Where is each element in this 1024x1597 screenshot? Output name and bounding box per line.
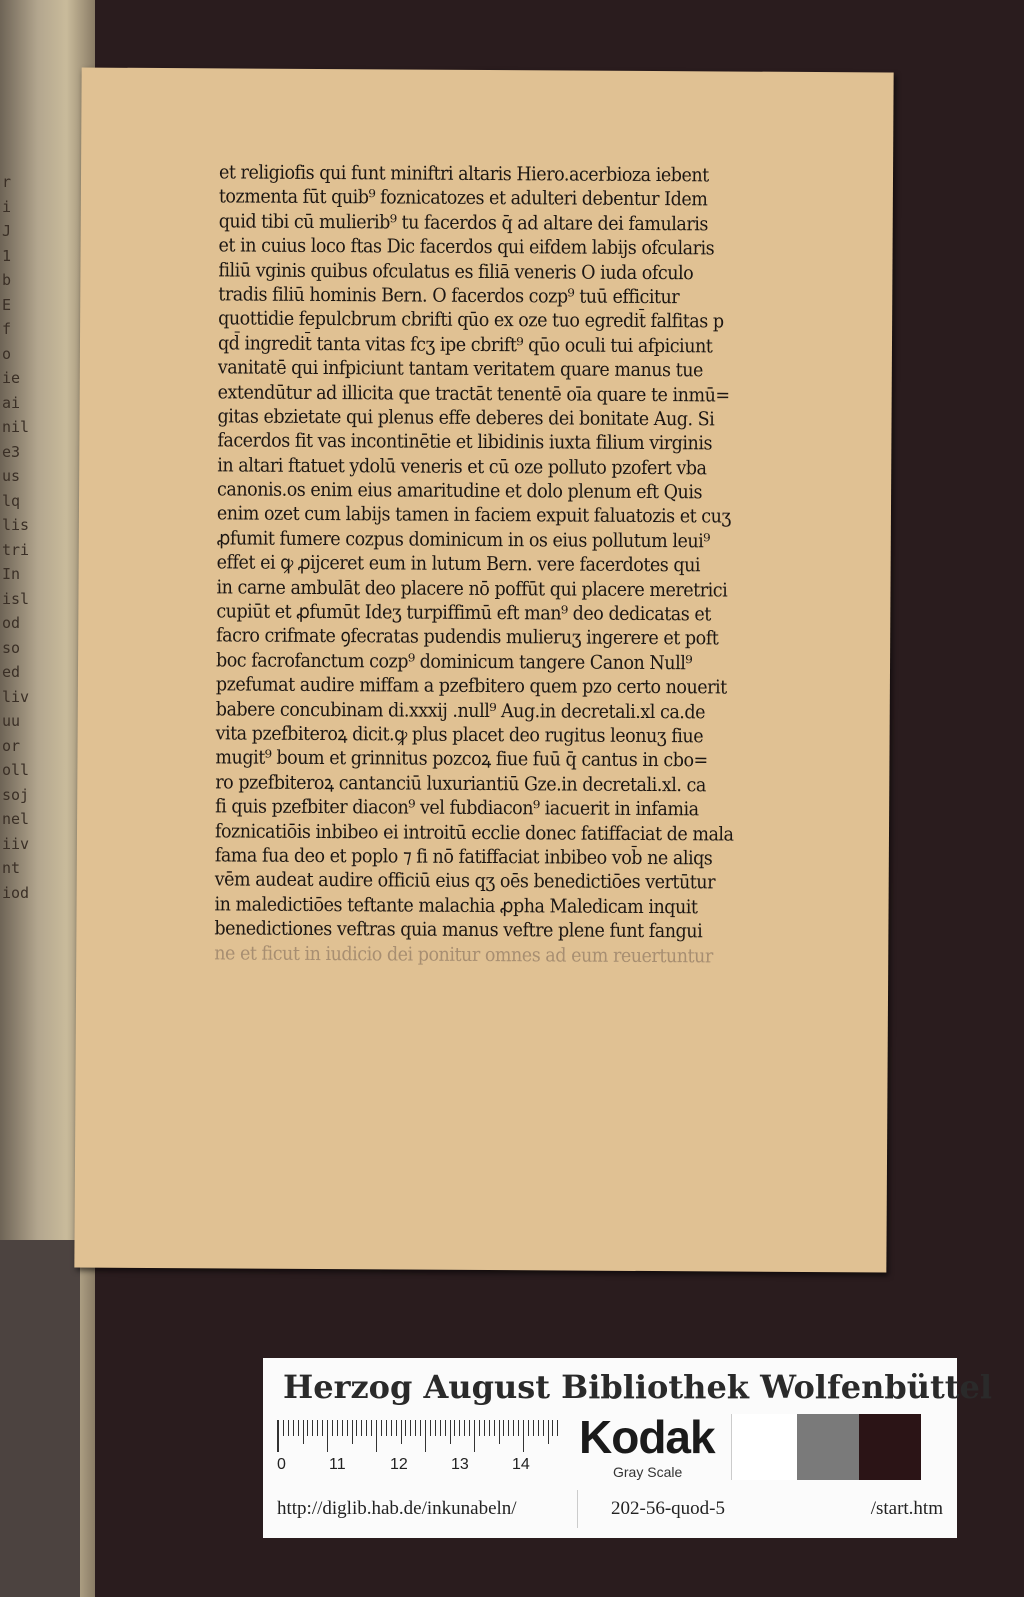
ruler-tick <box>293 1420 294 1436</box>
ruler-tick <box>420 1420 421 1436</box>
library-target-card <box>263 1358 993 1538</box>
text-line: benedictiones veftras quia manus veftre plene funt fangui <box>214 917 703 943</box>
ruler-tick <box>499 1420 500 1444</box>
ruler-number: 11 <box>329 1456 346 1473</box>
ruler-tick <box>459 1420 460 1436</box>
text-line: gitas ebzietate qui plenus effe deberes dei bonitate Aug. Si <box>217 405 715 431</box>
text-line: boc facrofanctum cozp⁹ dominicum tangere Canon Null⁹ <box>215 649 692 675</box>
url-right[interactable]: /start.htm <box>870 1498 943 1519</box>
ruler-number: 12 <box>390 1456 408 1473</box>
text-line: vēm audeat audire officiū eius qʒ oēs benedictiōes vertūtur <box>214 868 716 894</box>
ruler-tick <box>396 1420 397 1436</box>
scan-background-lower <box>0 1240 80 1597</box>
ruler-tick <box>508 1420 509 1436</box>
facing-page-text-fragments: r i J 1 b E f o ie ai nil e3 us lq lis tri In isl od so ed liv uu or oll soj nel iiv nt iod <box>2 173 30 902</box>
ruler-tick <box>523 1420 524 1452</box>
ruler-tick <box>552 1420 553 1436</box>
text-line: effet ei ꝙ ꝓijceret eum in lutum Bern. vere facerdotes qui <box>216 551 701 577</box>
ruler-tick <box>469 1420 470 1436</box>
text-line: et in cuius loco ftas Dic facerdos qui eifdem labijs ofcularis <box>218 234 715 260</box>
ruler-tick <box>298 1420 299 1436</box>
text-line: quid tibi cū mulierib⁹ tu facerdos q̄ ad altare dei famularis <box>218 210 709 236</box>
text-line: filiū vginis quibus ofculatus es filiā veneris O iuda ofculo <box>218 258 694 284</box>
text-line: in carne ambulāt deo placere nō poffūt qui placere meretrici <box>216 576 728 602</box>
ruler-tick <box>322 1420 323 1436</box>
ruler-tick <box>445 1420 446 1436</box>
text-line: cupiūt et ꝓfumūt Ideʒ turpiffimū eft man⁹ deo dedicatas et <box>216 600 711 626</box>
ruler-tick <box>410 1420 411 1436</box>
ruler-tick <box>401 1420 402 1444</box>
ruler-tick <box>342 1420 343 1436</box>
ruler-tick <box>425 1420 426 1452</box>
ruler-tick <box>415 1420 416 1436</box>
ruler-tick <box>361 1420 362 1436</box>
text-line: et religiofis qui funt miniftri altaris Hiero.acerbioza iebent <box>218 161 709 187</box>
url-id[interactable]: 202-56-quod-5 <box>611 1498 725 1519</box>
ruler-tick <box>352 1420 353 1444</box>
ruler-tick <box>405 1420 406 1436</box>
text-line: vita pzefbiteroꝝ dicit.ꝙ plus placet deo rugitus leonuʒ fiue <box>215 722 704 748</box>
text-line: qd̄ ingredit̄ tanta vitas fcʒ ipe cbrift⁹ qūo oculi tui afpiciunt <box>217 332 713 358</box>
ruler-tick <box>454 1420 455 1436</box>
url-left[interactable]: http://diglib.hab.de/inkunabeln/ <box>277 1490 578 1528</box>
text-line: enim ozet cum labijs tamen in faciem expuit faluatozis et cuʒ <box>216 502 731 528</box>
ruler-tick <box>337 1420 338 1436</box>
ruler-tick <box>513 1420 514 1436</box>
text-line: canonis.os enim eius amaritudine et dolo plenum eft Quis <box>217 478 703 504</box>
ruler-tick <box>543 1420 544 1436</box>
book-page <box>74 68 893 1273</box>
grayscale-label: Gray Scale <box>613 1464 683 1480</box>
ruler-tick <box>307 1420 308 1436</box>
text-line: quottidie fepulcbrum cbrifti qūo ex oze tuo egredit̄ falfitas p <box>218 307 724 333</box>
ruler-tick <box>391 1420 392 1436</box>
ruler-tick <box>303 1420 304 1444</box>
ruler-number: 0 <box>277 1456 286 1473</box>
ruler-tick <box>474 1420 475 1452</box>
ruler-number: 13 <box>451 1456 469 1473</box>
ruler-tick <box>484 1420 485 1436</box>
scale-ruler <box>277 1420 563 1452</box>
ruler-tick <box>450 1420 451 1444</box>
text-line: pzefumat audire miffam a pzefbitero quem pzo certo nouerit <box>215 673 727 699</box>
ruler-tick <box>356 1420 357 1436</box>
ruler-tick <box>312 1420 313 1436</box>
ruler-number: 14 <box>512 1456 530 1473</box>
ruler-tick <box>376 1420 377 1452</box>
swatch-gray <box>797 1414 859 1480</box>
ruler-tick <box>489 1420 490 1436</box>
text-line: babere concubinam di.xxxij .null⁹ Aug.in decretali.xl ca.de <box>215 697 706 723</box>
text-line: tradis filiū hominis Bern. O facerdos cozp⁹ tuū efficitur <box>218 283 680 309</box>
ruler-tick <box>479 1420 480 1436</box>
ruler-tick <box>288 1420 289 1436</box>
text-line: extendūtur ad illicita que tractāt tenentē oīa quare te inmū= <box>217 380 730 407</box>
text-line: facro crifmate ꝯfecratas pudendis mulieruʒ ingerere et poft <box>216 624 719 650</box>
ruler-tick <box>518 1420 519 1436</box>
text-line: mugit⁹ boum et grinnitus pozcoꝝ fiue fuū q̄ cantus in cbo= <box>215 746 708 772</box>
ruler-tick <box>366 1420 367 1436</box>
ruler-tick <box>317 1420 318 1436</box>
text-line: fama fua deo et poplo ⁊ fi nō fatiffaciat inbibeo vob̄ ne aliqs <box>214 844 713 870</box>
swatch-dark <box>859 1414 921 1480</box>
ruler-tick <box>283 1420 284 1436</box>
text-line: in maledictiōes teftante malachia ꝓpha Maledicam inquit <box>214 893 698 919</box>
ruler-tick <box>386 1420 387 1436</box>
text-line: in altari ftatuet ydolū veneris et cū oze polluto pzofert vba <box>217 454 707 480</box>
ruler-tick <box>435 1420 436 1436</box>
text-line: foznicatiōis inbibeo ei introitū ecclie donec fatiffaciat de mala <box>214 819 734 846</box>
text-line: facerdos fit vas incontinētie et libidinis iuxta filium virginis <box>217 429 713 455</box>
text-line: tozmenta fūt quib⁹ foznicatozes et adulteri debentur Idem <box>218 185 708 211</box>
ruler-tick <box>464 1420 465 1436</box>
text-line: ne et ficut in iudicio dei ponitur omnes ad eum reuertuntur <box>214 941 713 967</box>
text-line: ꝓfumit fumere cozpus dominicum in os eius pollutum leui⁹ <box>216 527 710 553</box>
ruler-tick <box>278 1420 279 1452</box>
text-line: ro pzefbiteroꝝ cantanciū luxuriantiū Gze.in decretali.xl. ca <box>215 771 706 797</box>
ruler-tick <box>347 1420 348 1436</box>
swatch-white <box>731 1414 798 1480</box>
ruler-tick <box>494 1420 495 1436</box>
ruler-tick <box>332 1420 333 1436</box>
ruler-tick <box>503 1420 504 1436</box>
library-title: Herzog August Bibliothek Wolfenbüttel <box>283 1368 993 1406</box>
page-text-block <box>214 160 819 969</box>
text-line: vanitatē qui infpiciunt tantam veritatem quare manus tue <box>217 356 704 382</box>
text-line: fi quis pzefbiter diacon⁹ vel fubdiacon⁹ iacuerit in infamia <box>215 795 699 821</box>
ruler-tick <box>557 1420 558 1436</box>
ruler-tick <box>381 1420 382 1436</box>
ruler-tick <box>538 1420 539 1436</box>
ruler-tick <box>440 1420 441 1436</box>
ruler-tick <box>430 1420 431 1436</box>
kodak-logo: Kodak <box>579 1411 715 1463</box>
ruler-tick <box>371 1420 372 1436</box>
ruler-tick <box>548 1420 549 1444</box>
ruler-tick <box>327 1420 328 1452</box>
ruler-tick <box>528 1420 529 1436</box>
ruler-tick <box>533 1420 534 1436</box>
